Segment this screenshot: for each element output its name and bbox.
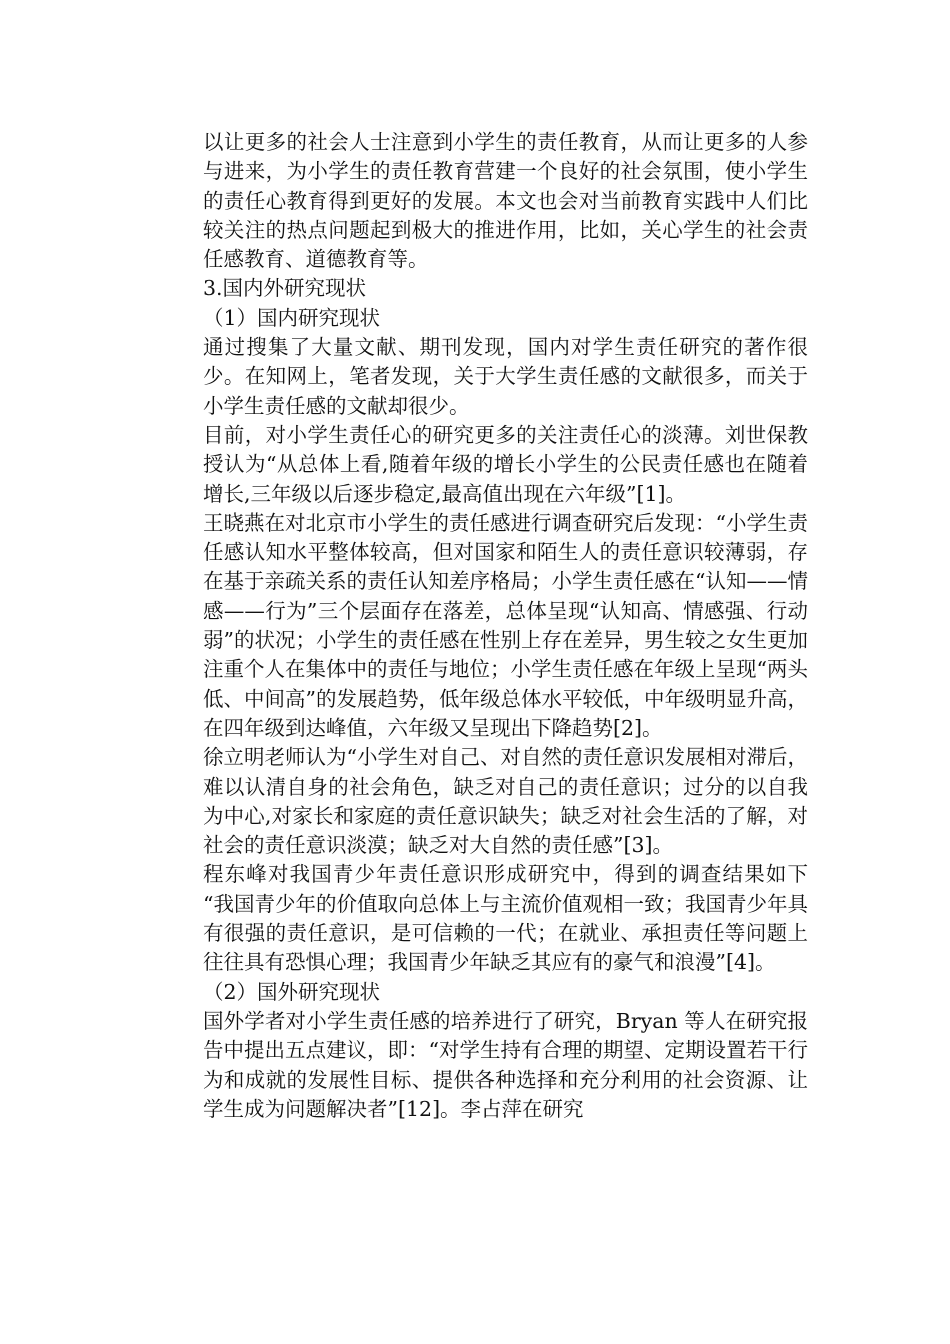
document-body [203, 128, 808, 1124]
paragraph-foreign-research: 国外学者对小学生责任感的培养进行了研究，Bryan 等人在研究报告中提出五点建议，即：“对学生持有合理的期望、定期设置若干行为和成就的发展性目标、提供各种选择和充分利用的社会资源、让学生成为问题解决者”[12]。李占萍在研究 [203, 1008, 808, 1121]
section-heading-research-status: 3.国内外研究现状 [203, 276, 367, 301]
paragraph-liu-shibao: 目前，对小学生责任心的研究更多的关注责任心的淡薄。刘世保教授认为“从总体上看,随着年级的增长小学生的公民责任感也在随着增长,三年级以后逐步稳定,最高值出现在六年级”[1]。 [203, 422, 808, 506]
paragraph-wang-xiaoyan: 王晓燕在对北京市小学生的责任感进行调查研究后发现：“小学生责任感认知水平整体较高，但对国家和陌生人的责任意识较薄弱，存在基于亲疏关系的责任认知差序格局；小学生责任感在“认知——情感——行为”三个层面存在落差，总体呈现“认知高、情感强、行动弱”的状况；小学生的责任感在性别上存在差异，男生较之女生更加注重个人在集体中的责任与地位；小学生责任感在年级上呈现“两头低、中间高”的发展趋势，低年级总体水平较低，中年级明显升高，在四年级到达峰值，六年级又呈现出下降趋势[2]。 [203, 510, 808, 740]
paragraph-xu-liming: 徐立明老师认为“小学生对自己、对自然的责任意识发展相对滞后，难以认清自身的社会角色，缺乏对自己的责任意识；过分的以自我为中心,对家长和家庭的责任意识缺失；缺乏对社会生活的了解，对社会的责任意识淡漠；缺乏对大自然的责任感”[3]。 [203, 745, 808, 858]
subsection-heading-domestic: （1）国内研究现状 [203, 305, 381, 330]
paragraph-cheng-dongfeng: 程东峰对我国青少年责任意识形成研究中，得到的调查结果如下 “我国青少年的价值取向总体上与主流价值观相一致；我国青少年具有很强的责任意识，是可信赖的一代；在就业、承担责任等问题上往往具有恐惧心理；我国青少年缺乏其应有的豪气和浪漫”[4]。 [203, 862, 808, 975]
subsection-heading-foreign: （2）国外研究现状 [203, 979, 381, 1004]
paragraph-intro-continuation: 以让更多的社会人士注意到小学生的责任教育，从而让更多的人参与进来，为小学生的责任教育营建一个良好的社会氛围，使小学生的责任心教育得到更好的发展。本文也会对当前教育实践中人们比较关注的热点问题起到极大的推进作用，比如，关心学生的社会责任感教育、道德教育等。 [203, 130, 808, 272]
paragraph-literature-search: 通过搜集了大量文献、期刊发现，国内对学生责任研究的著作很少。在知网上，笔者发现，关于大学生责任感的文献很多，而关于小学生责任感的文献却很少。 [203, 335, 808, 418]
